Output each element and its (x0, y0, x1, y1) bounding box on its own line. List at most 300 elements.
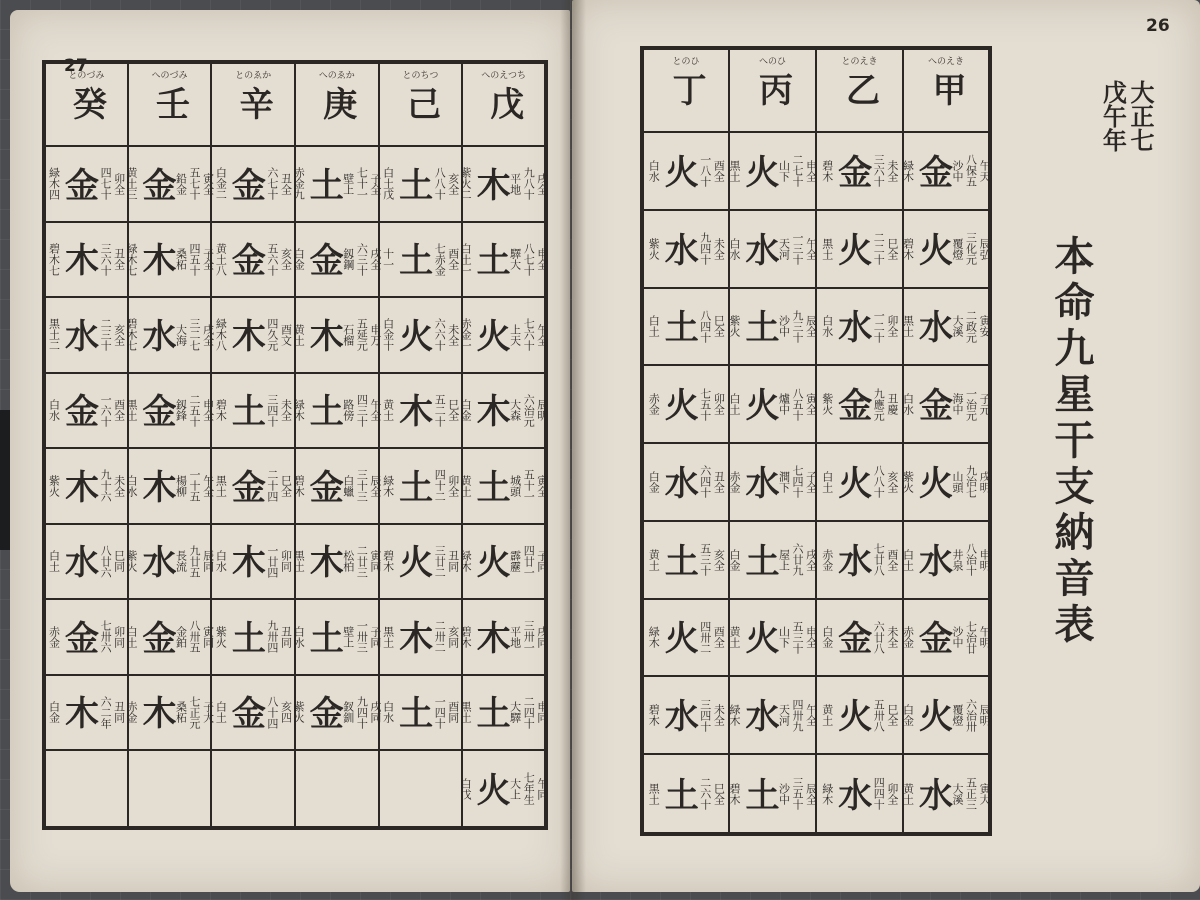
cell-nayin: 山頭 (951, 470, 964, 493)
cell-year: 九應元 (872, 387, 886, 421)
table-cell (44, 297, 128, 373)
cell-branch: 子全 (368, 172, 382, 195)
cell-star: 緑木 (901, 159, 915, 182)
cell-nayin: 松柏 (341, 550, 355, 573)
cell-star: 黄土 (292, 323, 306, 346)
table-cell (642, 521, 729, 599)
cell-branch: 申全 (804, 159, 818, 182)
cell-year: 二二十 (872, 232, 886, 266)
cell-branch: 辰全 (804, 315, 818, 338)
cell-star: 白戊 (459, 777, 473, 800)
cell-year: 七廿八 (872, 543, 886, 577)
column-header (379, 62, 463, 146)
cell-year: 九卅四 (265, 620, 279, 654)
cell-element: 木 (225, 544, 266, 579)
cell-star: 黄土 (647, 548, 661, 571)
cell-element: 土 (658, 309, 699, 344)
cell-branch: 亥全 (712, 548, 726, 571)
table-cell (642, 754, 729, 834)
table-cell (642, 365, 729, 443)
cell-branch: 酉全 (712, 626, 726, 649)
cell-element: 水 (58, 544, 99, 579)
table-cell (128, 750, 212, 828)
title-year: 大正七 戊午年 (1098, 80, 1155, 152)
table-cell (729, 288, 816, 366)
table-cell (44, 599, 128, 675)
cell-year: 五十一 (522, 469, 536, 503)
header-stem: 癸 (66, 85, 107, 120)
column-header (816, 48, 903, 132)
cell-star: 緑木 (459, 550, 473, 573)
cell-star: 白土戊 (381, 167, 395, 201)
cell-branch: 子同 (535, 550, 549, 573)
cell-element: 水 (658, 464, 699, 499)
header-ruby: へのえつち (481, 71, 527, 81)
cell-year: 三四十 (698, 698, 712, 732)
table-row (642, 521, 990, 599)
table-cell (211, 297, 295, 373)
cell-branch: 寅全 (201, 172, 215, 195)
cell-element: 火 (658, 153, 699, 188)
cell-year: 七年生 (522, 772, 536, 806)
cell-branch: 丑慶 (885, 393, 899, 416)
left-table (42, 60, 548, 830)
cell-branch: 丑全 (279, 172, 293, 195)
cell-year: 八四十 (698, 309, 712, 343)
header-ruby: へのひ (758, 57, 787, 67)
header-ruby: とのづみ (68, 71, 105, 81)
cell-year: 四四十 (872, 777, 886, 810)
cell-element: 土 (738, 309, 779, 344)
cell-star: 碧木七 (124, 318, 138, 352)
table-cell (124, 675, 215, 751)
cell-star: 赤金 (124, 701, 138, 724)
cell-element: 土 (470, 695, 511, 730)
table-cell (459, 448, 549, 524)
cell-year: 三五十 (791, 777, 805, 810)
table-cell (292, 675, 382, 751)
table-row (44, 750, 546, 828)
cell-branch: 子全 (201, 248, 215, 271)
cell-nayin: 桑柘 (174, 248, 188, 271)
cell-star: 白金 (459, 399, 473, 422)
cell-branch: 亥全 (279, 248, 293, 271)
cell-nayin: 釵釧 (341, 701, 355, 724)
cell-element: 水 (658, 698, 699, 733)
cell-nayin: 白蠟 (341, 474, 355, 497)
cell-star: 碧木七 (47, 242, 61, 276)
cell-nayin: 海中 (951, 393, 964, 416)
cell-element: 木 (303, 317, 344, 352)
cell-nayin: 路傍 (341, 399, 355, 422)
cell-star: 黄土 (381, 399, 395, 422)
table-cell (642, 443, 729, 521)
cell-element: 土 (303, 166, 344, 201)
cell-star: 十一 (381, 248, 395, 271)
table-cell (459, 146, 549, 222)
cell-element: 水 (658, 231, 699, 266)
cell-star: 白金 (727, 548, 741, 571)
header-ruby: とのひ (672, 57, 700, 67)
cell-branch: 酉全 (446, 248, 460, 271)
header-ruby: とのちつ (402, 71, 439, 81)
table-cell (816, 132, 903, 210)
cell-branch: 子全 (804, 470, 818, 493)
table-cell (379, 524, 463, 600)
cell-element: 金 (831, 153, 872, 188)
table-cell (903, 132, 990, 210)
cell-star: 白土一 (459, 242, 473, 276)
cell-branch: 午全 (368, 399, 382, 422)
cell-element: 水 (912, 309, 953, 344)
cell-element: 木 (470, 619, 511, 654)
cell-star: 紫火 (214, 625, 228, 648)
cell-element: 金 (58, 393, 99, 428)
cell-element: 木 (392, 619, 433, 654)
cell-year: 六六十 (433, 318, 447, 352)
cell-nayin: 壁上 (341, 625, 355, 648)
cell-star: 白金 (292, 248, 306, 271)
cell-element: 火 (912, 464, 953, 499)
table-cell (295, 750, 379, 828)
cell-star: 緑木四 (47, 167, 61, 201)
cell-element: 木 (135, 468, 176, 503)
table-row (642, 288, 990, 366)
cell-element: 木 (303, 544, 344, 579)
cell-element: 水 (58, 317, 99, 352)
cell-year: 一六十 (99, 393, 113, 427)
cell-nayin: 平地 (508, 625, 522, 648)
cell-year: 九四十 (355, 695, 369, 729)
cell-element: 土 (658, 542, 699, 577)
cell-nayin: 石榴 (341, 323, 355, 346)
table-row (642, 676, 990, 754)
right-page-number: 26 (1146, 16, 1170, 36)
cell-nayin: 沙中 (951, 159, 964, 182)
cell-element: 火 (831, 464, 872, 499)
table-row (44, 222, 546, 298)
header-ruby: へのづみ (151, 71, 188, 81)
cell-branch: 申明 (978, 548, 992, 571)
cell-element: 水 (738, 464, 779, 499)
cell-element: 木 (470, 166, 511, 201)
table-cell (729, 676, 816, 754)
cell-year: 六廿九 (791, 543, 805, 577)
cell-star: 緑木八 (214, 318, 228, 352)
table-cell (44, 373, 128, 449)
column-header (642, 48, 729, 132)
table-cell (729, 443, 816, 521)
table-cell (211, 750, 295, 828)
column-header (729, 48, 816, 132)
cell-star: 黄土 (820, 704, 834, 727)
cell-year: 四五十 (188, 242, 202, 276)
table-row (642, 599, 990, 677)
cell-element: 火 (392, 544, 433, 579)
cell-nayin: 沙中 (777, 315, 791, 338)
cell-branch: 寅全 (804, 393, 818, 416)
table-cell (379, 599, 463, 675)
cell-year: 二三十 (99, 318, 113, 352)
cell-year: 四廿一 (522, 544, 536, 578)
cell-year: 二廿三 (355, 544, 369, 578)
cell-star: 紫火 (647, 237, 661, 260)
header-stem: 壬 (149, 85, 190, 120)
cell-element: 土 (303, 393, 344, 428)
cell-element: 火 (738, 387, 779, 422)
cell-branch: 酉全 (112, 399, 126, 422)
cell-branch: 寅同 (368, 550, 382, 573)
table-cell (292, 599, 382, 675)
cell-branch: 巳全 (712, 315, 726, 338)
table-cell (459, 222, 549, 298)
cell-year: 八五十 (791, 387, 805, 421)
cell-branch: 戌全 (201, 323, 215, 346)
cell-branch: 卯全 (112, 172, 126, 195)
cell-nayin: 大溪 (951, 315, 964, 338)
cell-star: 白金 (901, 704, 915, 727)
header-stem: 庚 (316, 85, 357, 120)
cell-year: 六廿八 (872, 620, 886, 654)
cell-branch: 辰明 (535, 399, 549, 422)
cell-element: 土 (658, 776, 699, 811)
cell-element: 金 (912, 387, 953, 422)
cell-element: 土 (392, 242, 433, 277)
cell-element: 土 (470, 242, 511, 277)
column-header (128, 62, 212, 146)
cell-year: 五六十 (265, 242, 279, 276)
cell-star: 黒土 (124, 399, 138, 422)
cell-nayin: 屋上 (777, 548, 791, 571)
cell-nayin: 楊柳 (174, 474, 188, 497)
table-cell (211, 373, 295, 449)
cell-star: 白水 (381, 701, 395, 724)
cell-branch: 申全 (535, 248, 549, 271)
cell-star: 白金 (647, 470, 661, 493)
cell-star: 白土 (820, 470, 834, 493)
cell-year: 三化元 (964, 232, 978, 266)
cell-year: 七十一 (355, 167, 369, 201)
cell-star: 緑木 (820, 782, 834, 805)
table-cell (44, 146, 128, 222)
table-cell (459, 297, 549, 373)
cell-element: 火 (392, 317, 433, 352)
table-row (44, 599, 546, 675)
cell-year: 八八十 (433, 167, 447, 201)
cell-nayin: 長流 (174, 550, 188, 573)
cell-year: 五延元 (355, 318, 369, 352)
table-cell (292, 524, 382, 600)
table-row (642, 443, 990, 521)
table-cell (642, 288, 729, 366)
cell-branch: 辰全 (368, 474, 382, 497)
cell-year: 九治七 (964, 465, 978, 499)
table-cell (379, 146, 463, 222)
cell-star: 赤金 (727, 470, 741, 493)
cell-element: 火 (912, 698, 953, 733)
cell-star: 白土 (124, 625, 138, 648)
header-stem: 乙 (839, 71, 880, 106)
cell-year: 九四十 (698, 232, 712, 266)
cell-star: 白水 (647, 159, 661, 182)
table-cell (211, 448, 295, 524)
cell-year: 八十四 (265, 695, 279, 729)
cell-branch: 戌全 (368, 248, 382, 271)
cell-element: 木 (135, 695, 176, 730)
cell-branch: 申万 (368, 323, 382, 346)
cell-branch: 午同 (535, 777, 549, 800)
cell-element: 水 (135, 544, 176, 579)
cell-element: 金 (225, 468, 266, 503)
cell-nayin: 桑柘 (174, 701, 188, 724)
cell-element: 金 (303, 468, 344, 503)
cell-star: 紫火二 (459, 167, 473, 201)
cell-star: 白金二 (214, 167, 228, 201)
cell-branch: 酉全 (885, 548, 899, 571)
cell-nayin: 沙中 (777, 782, 791, 805)
cell-star: 紫火 (820, 393, 834, 416)
cell-branch: 丑同 (446, 550, 460, 573)
cell-branch: 戌全 (804, 548, 818, 571)
table-cell (903, 676, 990, 754)
table-cell (459, 675, 549, 751)
cell-year: 一卅三 (355, 620, 369, 654)
cell-nayin: 大森 (508, 399, 522, 422)
table-cell (379, 675, 463, 751)
table-cell (459, 750, 549, 828)
cell-year: 六七十 (265, 167, 279, 201)
cell-star: 白土 (727, 393, 741, 416)
cell-branch: 申全 (201, 399, 215, 422)
cell-star: 黄土三 (124, 167, 138, 201)
table-cell (729, 521, 816, 599)
cell-star: 白土 (214, 701, 228, 724)
cell-element: 金 (303, 695, 344, 730)
cell-year: 六三十 (355, 242, 369, 276)
cell-branch: 未全 (279, 399, 293, 422)
cell-star: 碧木 (901, 237, 915, 260)
cell-element: 火 (470, 544, 511, 579)
cell-year: 五正三 (964, 777, 978, 810)
cell-year: 五三十 (698, 543, 712, 577)
table-cell (729, 210, 816, 288)
title-block (1010, 80, 1160, 740)
cell-nayin: 大海 (174, 323, 188, 346)
cell-element: 金 (58, 619, 99, 654)
cell-year: 九十六 (99, 469, 113, 503)
right-table (640, 46, 992, 836)
table-row (44, 675, 546, 751)
table-cell (379, 222, 463, 298)
table-row (44, 373, 546, 449)
table-cell (44, 448, 128, 524)
cell-year: 三二七 (188, 318, 202, 352)
cell-element: 木 (392, 393, 433, 428)
table-cell (816, 599, 903, 677)
cell-branch: 未全 (446, 323, 460, 346)
cell-star: 紫火 (124, 550, 138, 573)
table-cell (729, 365, 816, 443)
cell-year: 八廿六 (99, 544, 113, 578)
cell-star: 緑木 (647, 626, 661, 649)
cell-branch: 子大 (201, 701, 215, 724)
cell-element: 火 (912, 231, 953, 266)
cell-year: 三六十 (872, 154, 886, 188)
cell-year: 九廿五 (188, 544, 202, 578)
cell-nayin: 上天 (508, 323, 522, 346)
cell-year: 七治廿 (964, 620, 978, 654)
cell-star: 紫火 (47, 474, 61, 497)
cell-branch: 酉同 (446, 701, 460, 724)
cell-star: 緑木 (381, 474, 395, 497)
table-cell (124, 599, 215, 675)
table-cell (124, 146, 215, 222)
cell-element: 土 (225, 619, 266, 654)
cell-year: 七赤金 (433, 242, 447, 276)
table-cell (124, 524, 215, 600)
cell-year: 二政元 (964, 309, 978, 343)
cell-element: 火 (470, 317, 511, 352)
cell-branch: 亥同 (446, 625, 460, 648)
cell-star: 碧木 (727, 782, 741, 805)
cell-year: 三十三 (355, 469, 369, 503)
cell-year: 九三十 (791, 309, 805, 343)
cell-branch: 未全 (712, 237, 726, 260)
cell-nayin: 霹靂 (508, 550, 522, 573)
cell-star: 緑木七 (124, 242, 138, 276)
cell-element: 木 (58, 242, 99, 277)
cell-branch: 亥全 (112, 323, 126, 346)
table-cell (729, 599, 816, 677)
cell-nayin: 大驛 (508, 701, 522, 724)
table-cell (44, 675, 128, 751)
table-cell (642, 132, 729, 210)
table-cell (642, 599, 729, 677)
cell-star: 白土 (47, 550, 61, 573)
table-cell (292, 222, 382, 298)
table-row (642, 210, 990, 288)
cell-year: 二七十 (791, 154, 805, 188)
cell-nayin: 覆燈 (951, 237, 964, 260)
cell-element: 火 (658, 620, 699, 655)
table-cell (44, 524, 128, 600)
table-cell (292, 297, 382, 373)
cell-year: 九八十 (522, 167, 536, 201)
table-cell (816, 365, 903, 443)
cell-nayin: 天河 (777, 237, 791, 260)
cell-year: 八七十 (522, 242, 536, 276)
cell-element: 火 (470, 771, 511, 806)
table-cell (903, 288, 990, 366)
cell-year: 二卅二 (433, 620, 447, 654)
cell-branch: 巳全 (885, 237, 899, 260)
cell-element: 金 (135, 166, 176, 201)
cell-element: 水 (831, 542, 872, 577)
cell-element: 木 (470, 393, 511, 428)
cell-star: 黒土 (901, 315, 915, 338)
cell-nayin: 覆燈 (951, 704, 964, 727)
header-stem: 戊 (483, 85, 524, 120)
table-cell (379, 750, 463, 828)
cell-year: 六治卅 (964, 698, 978, 732)
cell-year: 八保五 (964, 154, 978, 188)
left-page-number: 27 (64, 56, 88, 76)
table-cell (903, 365, 990, 443)
cell-year: 六四十 (698, 465, 712, 499)
cell-element: 水 (912, 776, 953, 811)
cell-star: 黒土 (727, 159, 741, 182)
cell-star: 赤金九 (292, 167, 306, 201)
